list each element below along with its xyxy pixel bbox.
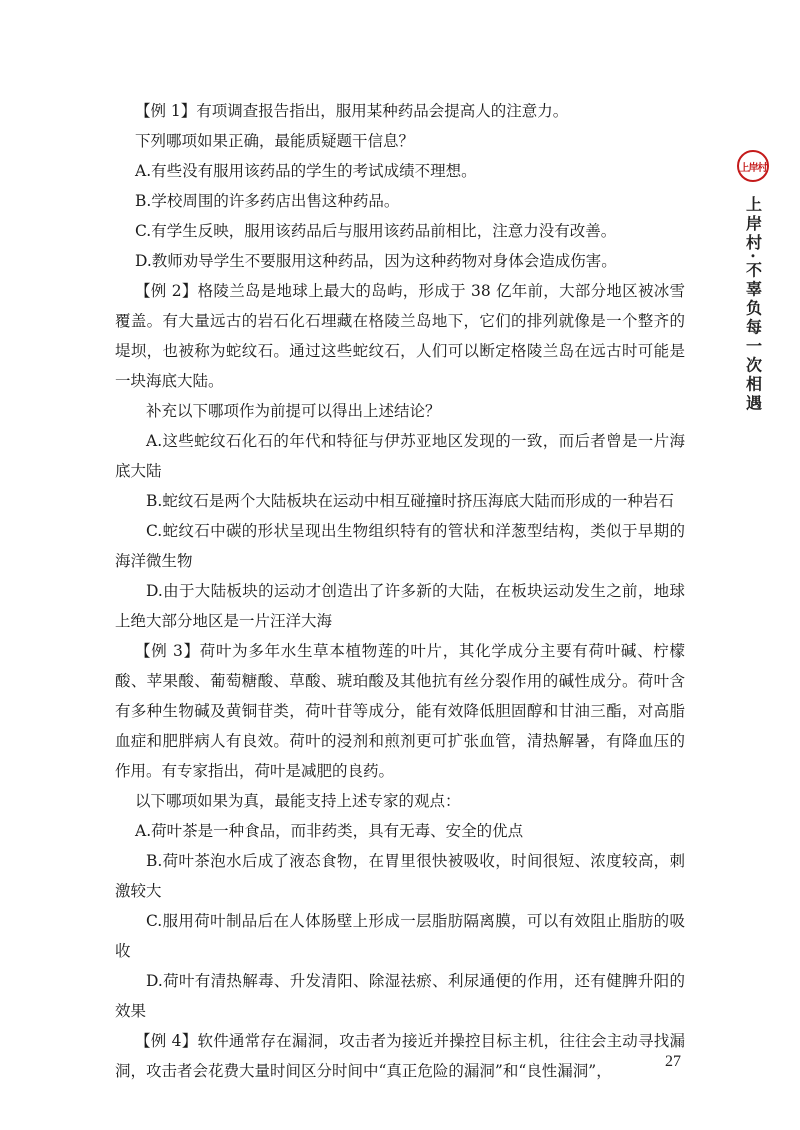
example2-option-c: C.蛇纹石中碳的形状呈现出生物组织特有的管状和洋葱型结构，类似于早期的海洋微生物: [115, 522, 685, 570]
example3-option-c: C.服用荷叶制品后在人体肠壁上形成一层脂肪隔离膜，可以有效阻止脂肪的吸收: [115, 912, 685, 960]
page-content: [115, 96, 685, 1086]
example2-question: 补充以下哪项作为前提可以得出上述结论？: [146, 402, 441, 420]
example2-option-d: D.由于大陆板块的运动才创造出了许多新的大陆，在板块运动发生之前，地球上绝大部分地区是一片汪洋大海: [115, 582, 685, 630]
example3-option-d: D.荷叶有清热解毒、升发清阳、除湿祛瘀、利尿通便的作用，还有健脾升阳的效果: [115, 972, 685, 1020]
example1-option-b: B.学校周围的许多药店出售这种药品。: [135, 192, 400, 210]
example2-stem: 【例 2】格陵兰岛是地球上最大的岛屿，形成于 38 亿年前，大部分地区被冰雪覆盖。有大量远古的岩石化石埋藏在格陵兰岛地下，它们的排列就像是一个整齐的堤坝，也被称为蛇纹石。通过这些蛇纹石，人们可以断定格陵兰岛在远古时可能是一块海底大陆。: [115, 282, 685, 390]
example3-stem: 【例 3】荷叶为多年水生草本植物莲的叶片，其化学成分主要有荷叶碱、柠檬酸、苹果酸、葡萄糖酸、草酸、琥珀酸及其他抗有丝分裂作用的碱性成分。荷叶含有多种生物碱及黄铜苷类，荷叶苷等成分，能有效降低胆固醇和甘油三酯，对高脂血症和肥胖病人有良效。荷叶的浸剂和煎剂更可扩张血管，清热解暑，有降血压的作用。有专家指出，荷叶是减肥的良药。: [115, 642, 685, 780]
example2-option-a: A.这些蛇纹石化石的年代和特征与伊苏亚地区发现的一致，而后者曾是一片海底大陆: [115, 432, 685, 480]
example3-option-a: A.荷叶茶是一种食品，而非药类，具有无毒、安全的优点: [135, 822, 524, 840]
side-brand: [736, 150, 770, 414]
page-number: 27: [665, 1053, 681, 1070]
brand-slogan: 上岸村·不辜负每一次相遇: [743, 196, 763, 414]
example3-question: 以下哪项如果为真，最能支持上述专家的观点：: [135, 792, 461, 810]
example4-stem: 【例 4】软件通常存在漏洞，攻击者为接近并操控目标主机，往往会主动寻找漏洞，攻击者会花费大量时间区分时间中“真正危险的漏洞”和“良性漏洞”，: [115, 1032, 685, 1080]
brand-seal-text: 上岸村: [739, 162, 767, 174]
example1-question: 下列哪项如果正确，最能质疑题干信息？: [135, 132, 415, 150]
example1-option-a: A.有些没有服用该药品的学生的考试成绩不理想。: [135, 162, 477, 180]
example2-option-b: B.蛇纹石是两个大陆板块在运动中相互碰撞时挤压海底大陆而形成的一种岩石: [146, 492, 674, 510]
example1-option-c: C.有学生反映，服用该药品后与服用该药品前相比，注意力没有改善。: [135, 222, 617, 240]
example1-option-d: D.教师劝导学生不要服用这种药品，因为这种药物对身体会造成伤害。: [135, 252, 617, 270]
example1-stem: 【例 1】有项调查报告指出，服用某种药品会提高人的注意力。: [135, 102, 569, 120]
brand-seal: [737, 150, 769, 182]
example3-option-b: B.荷叶茶泡水后成了液态食物，在胃里很快被吸收，时间很短、浓度较高，刺激较大: [115, 852, 685, 900]
